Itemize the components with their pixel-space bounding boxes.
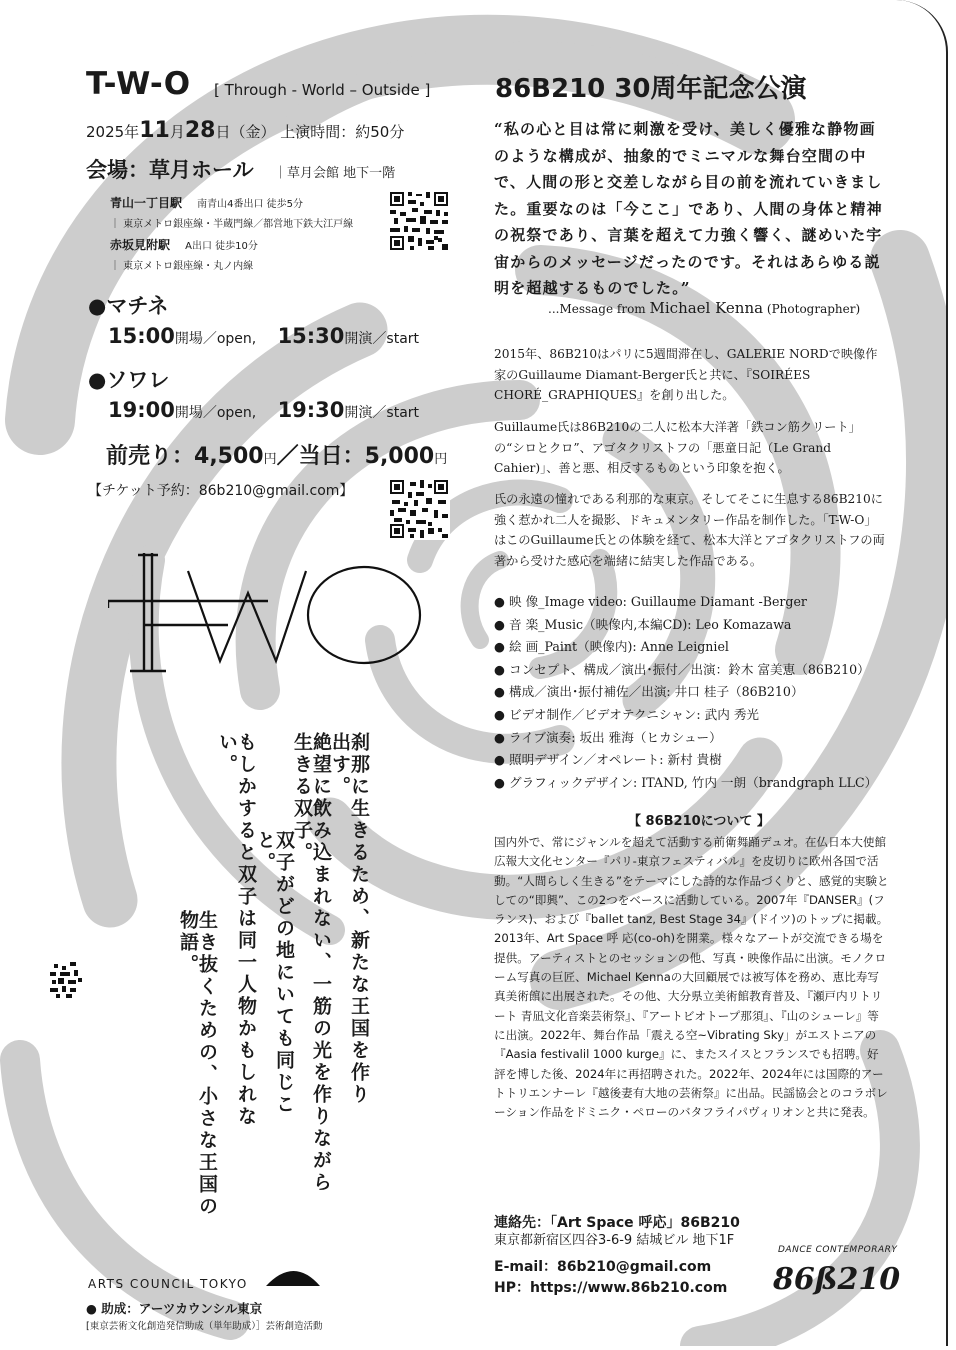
station-lines: ｜ 東京メトロ銀座線・丸ノ内線: [110, 261, 254, 272]
door-label: ／当日：: [276, 444, 365, 469]
credit-item: ● ビデオ制作／ビデオテクニシャン: 武内 秀光: [494, 706, 760, 722]
credit-item: ● 構成／演出･振付補佐／出演: 井口 桂子（86B210）: [494, 684, 804, 700]
credits-list: [494, 591, 877, 794]
credit-item: ● ライブ演奏: 坂出 雅海（ヒカシュー）: [494, 729, 722, 745]
two-logo-graphic: [108, 553, 428, 675]
map-qr-code-icon[interactable]: [388, 190, 450, 252]
credit-item: ● 絵 画_Paint（映像内): Anne Leigniel: [494, 639, 729, 655]
date-day: 28: [184, 118, 216, 143]
door-price: 5,000: [364, 444, 435, 469]
contact-block: [494, 1214, 740, 1250]
arts-council-label: ARTS COUNCIL TOKYO: [88, 1277, 248, 1291]
start-time: 19:30: [277, 398, 345, 422]
contact-links: [494, 1257, 727, 1299]
station-2: [110, 234, 258, 272]
event-subtitle: [ Through - World – Outside ]: [214, 81, 431, 99]
event-date: [86, 118, 404, 143]
tagline-line-2: 絶望に飲み込まれない、一筋の光を作りながら生きる双子。: [291, 732, 332, 1194]
credit-item: ● 音 楽_Music（映像内,本編CD): Leo Komazawa: [494, 616, 792, 632]
grant-detail: [東京芸術文化創造発信助成（単年助成）］芸術創造活動: [86, 1321, 323, 1332]
credit-item: ● 映 像_Image video: Guillaume Diamant -Berger: [494, 594, 807, 609]
address: 東京都新宿区四谷3-6-9 結城ビル 地下1F: [494, 1233, 735, 1248]
homepage-link[interactable]: HP：https://www.86b210.com: [494, 1280, 728, 1296]
ticket-qr-code-icon[interactable]: [388, 478, 450, 540]
date-month-unit: 月: [169, 123, 185, 141]
station-lines: ｜ 東京メトロ銀座線・半蔵門線／都営地下鉄大江戸線: [110, 219, 354, 230]
contact-label: 連絡先：「Art Space 呼応」86B210: [494, 1215, 740, 1231]
station-name: 赤坂見附駅: [110, 238, 171, 252]
brand-tagline: DANCE CONTEMPORARY: [778, 1245, 898, 1255]
open-label: 開場／open,: [174, 331, 257, 347]
kenna-quote: “私の心と目は常に刺激を受け、美しく優雅な静物画のような構成が、抽象的でミニマルな舞台空間の中で、人間の形と交差しながら目の前を流れていきました。重要なのは「今ここ」であり、人間の身体と精神の祝祭であり、言葉を超えて力強く響く、謎めいた宇宙からのメッセージだったのです。それはあらゆる説明を超越するものでした。”: [494, 120, 883, 297]
tagline-line-4: もしかすると双子は同一人物かもしれない。: [216, 732, 257, 1128]
start-time: 15:30: [277, 324, 345, 348]
tagline-line-3: 双子がどの地にいても同じこと。: [254, 830, 295, 1116]
story-paragraph-3: 氏の永遠の憧れである利那的な東京。そしてそこに生息する86B210に強く惹かれ二人を撮影、ドキュメンタリー作品を制作した。「T-W-O」はこのGuillaume氏との体験を経て、松本大洋とアゴタクリストフの両著から受けた感応を端緒に結実した作品である。: [494, 492, 885, 568]
brand-logo: 86ß210: [773, 1262, 901, 1297]
station-name: 青山一丁目駅: [110, 196, 183, 210]
advance-price: 4,500: [194, 444, 264, 469]
tagline-line-1: 刹那に生きるため、新たな王国を作り出す。: [329, 732, 370, 1106]
about-heading: 【 86B210について 】: [628, 814, 770, 829]
open-time: 15:00: [108, 324, 175, 348]
credit-item: ● コンセプト、構成／演出･振付／出演：鈴木 富美恵（86B210）: [494, 661, 870, 677]
venue-sub: ｜草月会館 地下一階: [274, 166, 396, 181]
advance-label: 前売り：: [106, 444, 195, 469]
price-unit: 円: [263, 452, 277, 467]
start-label: 開演／start: [344, 331, 420, 347]
quote-name: Michael Kenna: [649, 299, 764, 317]
email-link[interactable]: E-mail：86b210@gmail.com: [494, 1259, 712, 1275]
anniversary-heading: 86B210 30周年記念公演: [495, 74, 807, 104]
quote-from: ...Message from: [548, 302, 646, 316]
station-1: [110, 192, 353, 230]
quote-role: (Photographer): [766, 302, 861, 316]
event-title: T-W-O: [86, 66, 192, 102]
quote-attribution: [548, 299, 860, 317]
soiree-times: [108, 398, 419, 422]
station-exit: A出口 徒歩10分: [185, 241, 258, 252]
grant-label: ● 助成：アーツカウンシル東京: [86, 1301, 263, 1316]
story-paragraph-2: Guillaume氏は86B210の二人に松本大洋著「鉄コン筋クリート」の“シロとクロ”、アゴタクリストフの「悪童日記（Le Grand Cahier)」、善と悪、相反するものという印象を抱く。: [494, 420, 861, 475]
duration: 上演時間：約50分: [280, 123, 405, 141]
date-year: 2025年: [86, 123, 140, 141]
start-label: 開演／start: [344, 405, 420, 421]
open-label: 開場／open,: [174, 405, 257, 421]
date-month: 11: [139, 118, 170, 143]
pixel-mark-icon: [46, 960, 86, 1000]
station-exit: 南青山4番出口 徒歩5分: [197, 199, 304, 210]
price: [106, 439, 447, 470]
matinee-title: ●マチネ: [88, 294, 169, 318]
credit-item: ● 照明デザイン／オペレート: 新村 貴樹: [494, 752, 722, 768]
about-text: 国内外で、常にジャンルを超えて活動する前衛舞踊デュオ。在仏日本大使館広報大文化センター『パリ-東京フェスティバル』を皮切りに欧州各国で活動。“人間らしく生きる”をテーマにした詩的な作品づくりと、感覚的実験としての“即興”、この2つをベースに活動している。2007年『DANSER』(フランス)、および『ballet tanz, Best Stage 34』(ドイツ)のトップに掲載。2013年、Art Space 呼 応(co-oh)を開業。様々なアートが交流できる場を提供。アーティストとのセッションの他、写真・映像作品に出演。モノクローム写真の巨匠、Michael Kennaの大回顧展では被写体を務め、恵比寿写真美術館に出展された。その他、大分県立美術館教育普及、『瀬戸内リトリート 青凪文化音楽芸術祭』、『アートビオトープ那須』、『山のシューレ』等に出演。2022年、舞台作品「震える空~Vibrating Sky」がエストニアの『Aasia festivalil 1000 kurge』に、またスイスとフランスでも招聘。好評を博した後、2024年に再招聘された。2022年、2024年には国際的アートトリエンナーレ『越後妻有大地の芸術祭』に出品。民謡協会とのコラボレーション作品をドミニク・ペローのバタフライパヴィリオンと共に発表。: [494, 835, 889, 1120]
tagline-line-5: 生き抜くための、小さな王国の物語。: [177, 910, 218, 1218]
ticket-reservation[interactable]: 【チケット予約：86b210@gmail.com】: [88, 483, 354, 499]
matinee-times: [108, 324, 419, 348]
open-time: 19:00: [108, 398, 175, 422]
two-logo: [108, 553, 428, 675]
credit-item: ● グラフィックデザイン: ITAND, 竹内 一朗（brandgraph LLC）: [494, 774, 878, 790]
price-unit: 円: [434, 452, 448, 467]
story-paragraph-1: 2015年、86B210はパリに5週間滞在し、GALERIE NORDで映像作家のGuillaume Diamant-Berger氏と共に、『SOIRÉES CHORÉ_GRAPHIQUES』を創り出した。: [494, 347, 878, 402]
venue-label: 会場：草月ホール: [86, 158, 254, 182]
arts-council-logo-icon: [264, 1262, 322, 1288]
date-day-unit: 日（金）: [215, 123, 276, 141]
soiree-title: ●ソワレ: [88, 368, 170, 392]
